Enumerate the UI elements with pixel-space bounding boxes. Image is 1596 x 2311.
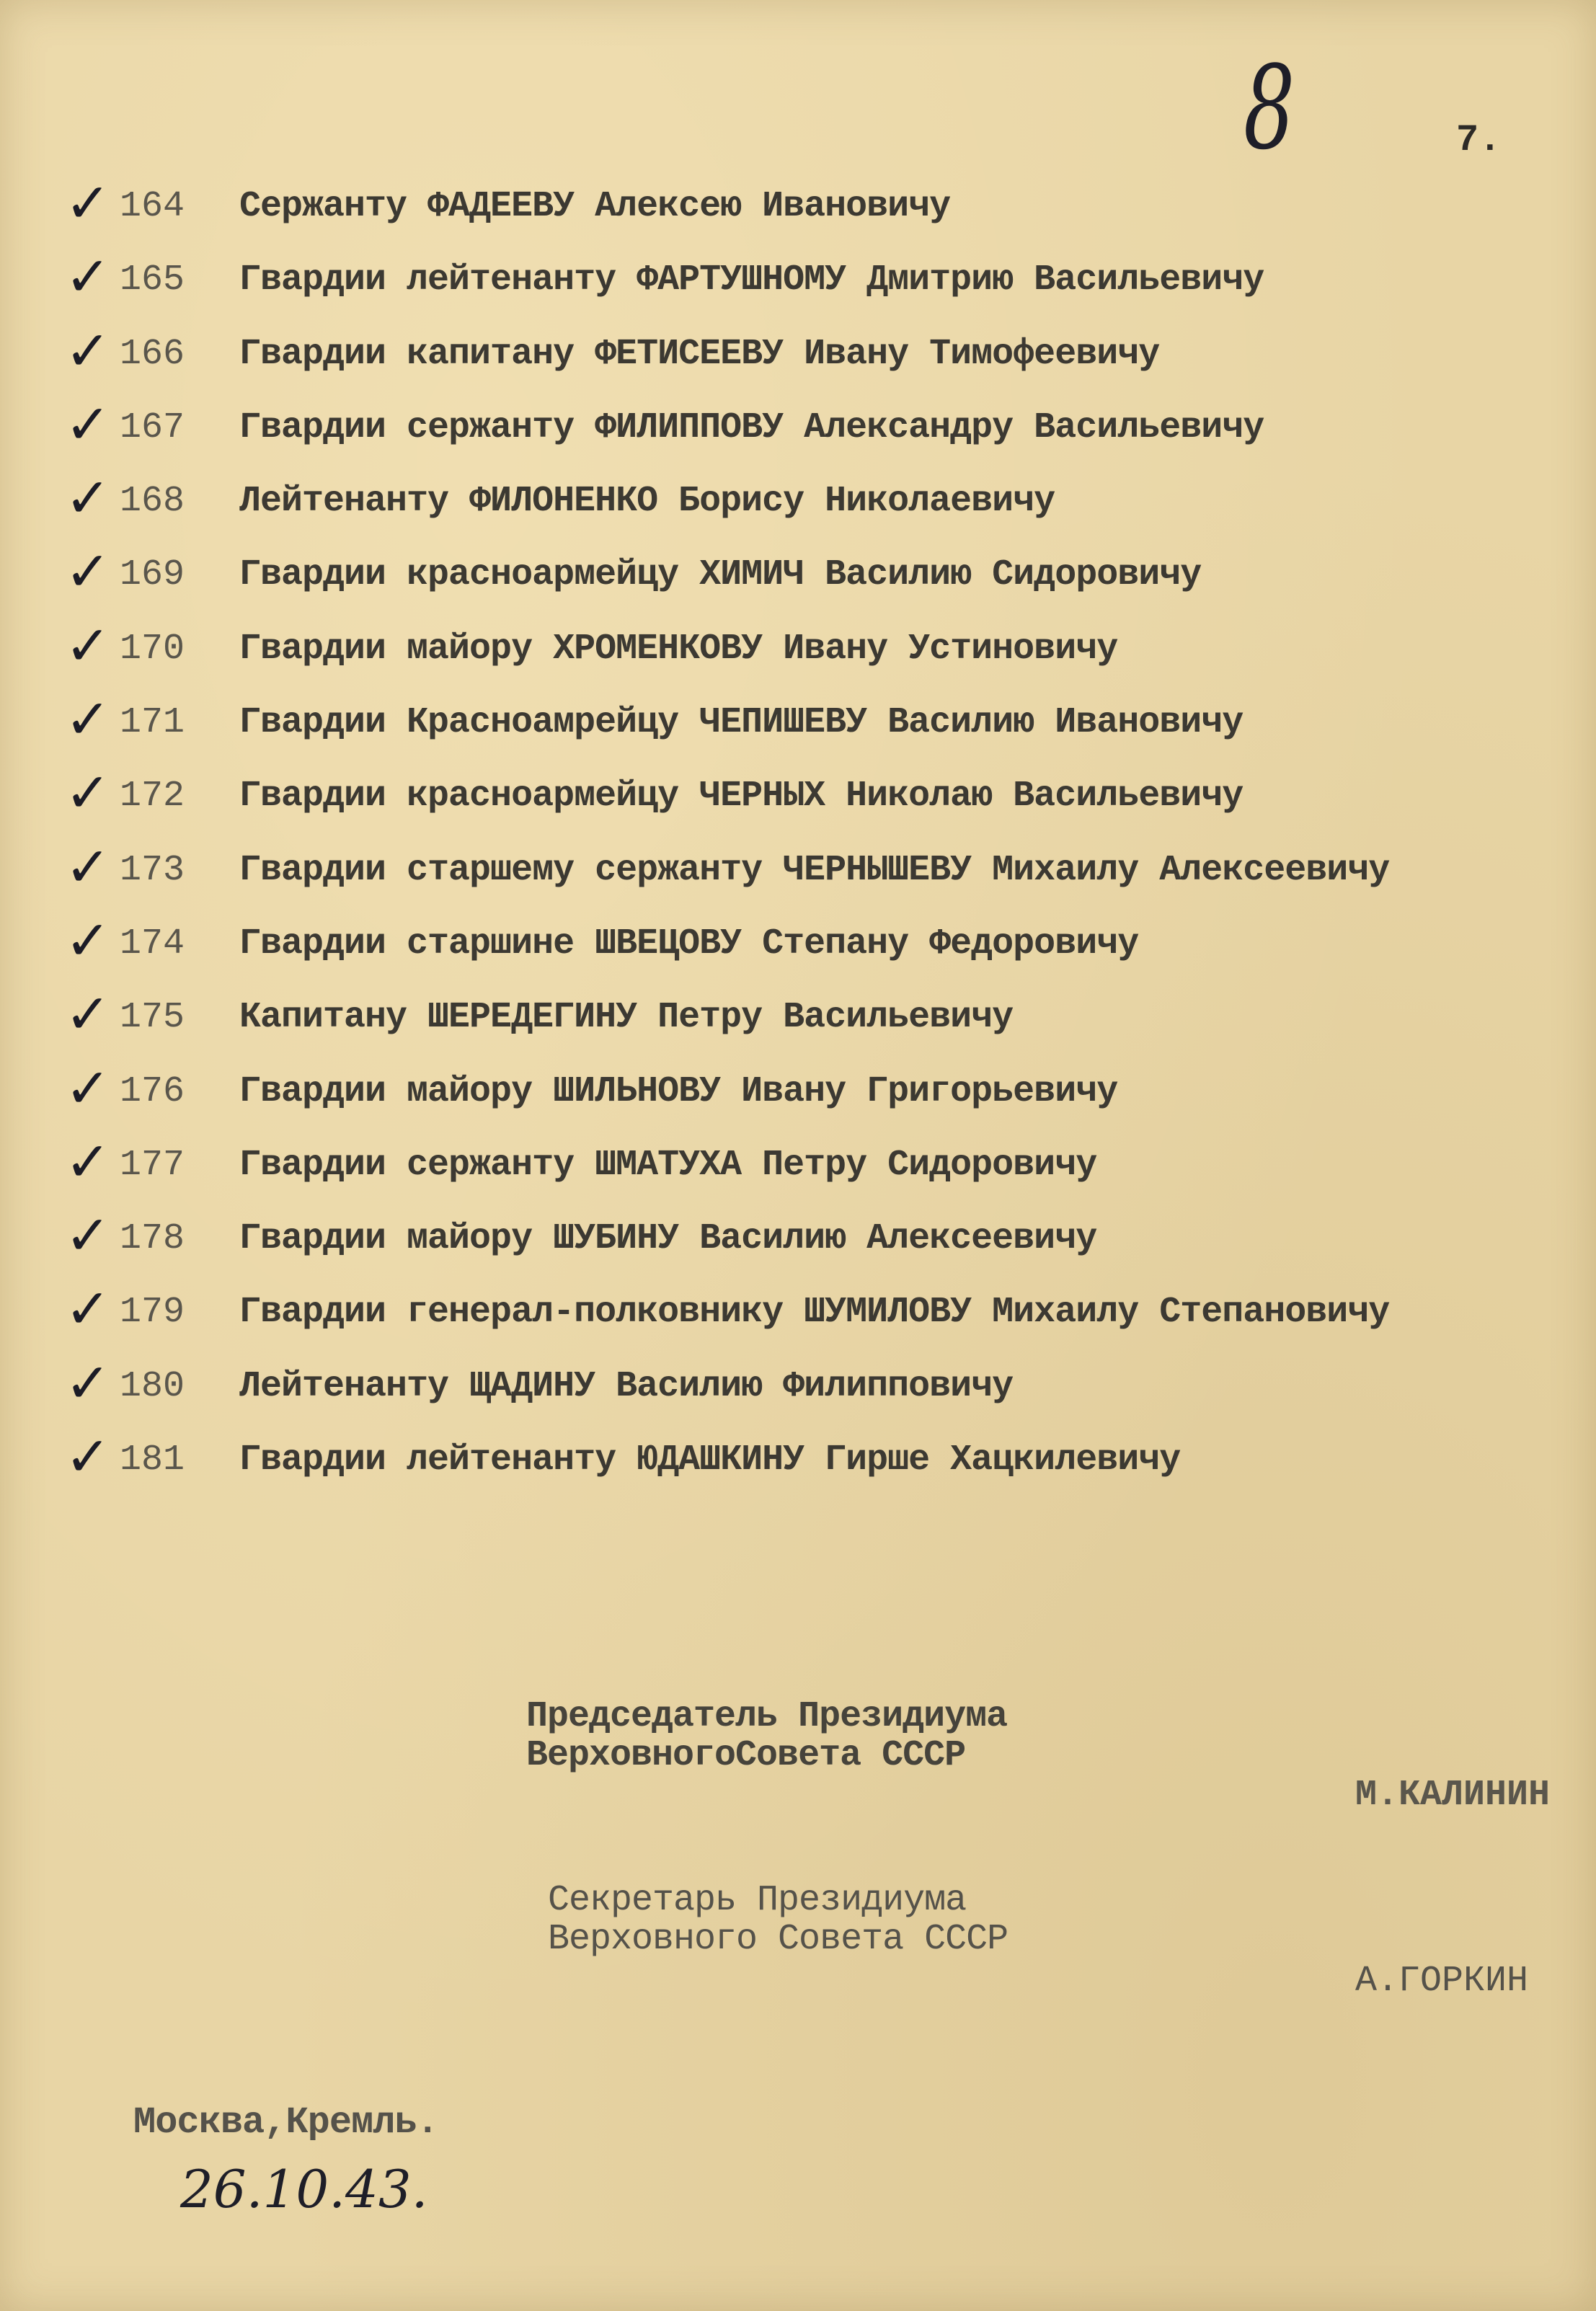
checkmark-icon: ✓ xyxy=(65,1055,111,1120)
entry-text: Гвардии сержанту ФИЛИППОВУ Александру Васильевичу xyxy=(239,407,1264,448)
entry-number: 174 xyxy=(120,923,185,964)
checkmark-icon: ✓ xyxy=(65,171,111,235)
list-item xyxy=(50,319,1586,393)
entry-text: Капитану ШЕРЕДЕГИНУ Петру Васильевичу xyxy=(239,997,1014,1039)
entry-number: 169 xyxy=(120,554,185,596)
checkmark-icon: ✓ xyxy=(65,1277,111,1341)
entry-number: 175 xyxy=(120,997,185,1039)
checkmark-icon: ✓ xyxy=(65,613,111,678)
list-item xyxy=(50,909,1586,982)
chairman-title xyxy=(526,1698,1007,1775)
entry-text: Лейтенанту ФИЛОНЕНКО Борису Николаевичу xyxy=(239,481,1055,523)
entry-text: Лейтенанту ЩАДИНУ Василию Филипповичу xyxy=(239,1365,1014,1407)
secretary-name: А.ГОРКИН xyxy=(1355,1961,1529,2002)
secretary-title-line1: Секретарь Президиума xyxy=(548,1880,967,1921)
place-of-issue: Москва,Кремль. xyxy=(133,2101,438,2144)
list-item xyxy=(50,1425,1586,1499)
entry-text: Гвардии майору ШУБИНУ Василию Алексеевичу xyxy=(239,1218,1097,1260)
secretary-title-line2: Верховного Совета СССР xyxy=(548,1919,1008,1960)
list-item xyxy=(50,1277,1586,1351)
checkmark-icon: ✓ xyxy=(65,1203,111,1268)
checkmark-icon: ✓ xyxy=(65,318,111,383)
entry-text: Гвардии майору ХРОМЕНКОВУ Ивану Устиновичу xyxy=(239,628,1118,670)
list-item xyxy=(50,835,1586,909)
entry-text: Гвардии сержанту ШМАТУХА Петру Сидоровичу xyxy=(239,1144,1097,1186)
entry-text: Гвардии красноармейцу ЧЕРНЫХ Николаю Васильевичу xyxy=(239,776,1243,817)
list-item xyxy=(50,1352,1586,1425)
award-list xyxy=(50,172,1586,1499)
list-item xyxy=(50,172,1586,245)
checkmark-icon: ✓ xyxy=(65,982,111,1047)
entry-number: 181 xyxy=(120,1440,185,1481)
entry-number: 176 xyxy=(120,1070,185,1112)
checkmark-icon: ✓ xyxy=(65,908,111,972)
list-item xyxy=(50,1057,1586,1130)
entry-text: Гвардии Красноамрейцу ЧЕПИШЕВУ Василию Ивановичу xyxy=(239,702,1243,744)
entry-number: 166 xyxy=(120,333,185,375)
entry-number: 168 xyxy=(120,481,185,523)
checkmark-icon: ✓ xyxy=(65,834,111,899)
entry-number: 167 xyxy=(120,407,185,448)
checkmark-icon: ✓ xyxy=(65,1424,111,1489)
entry-text: Гвардии лейтенанту ЮДАШКИНУ Гирше Хацкилевичу xyxy=(239,1440,1181,1481)
entry-text: Гвардии капитану ФЕТИСЕЕВУ Ивану Тимофеевичу xyxy=(239,333,1160,375)
chairman-title-line1: Председатель Президиума xyxy=(526,1696,1008,1737)
list-item xyxy=(50,466,1586,540)
entry-number: 177 xyxy=(120,1144,185,1186)
entry-number: 180 xyxy=(120,1365,185,1407)
list-item xyxy=(50,761,1586,835)
checkmark-icon: ✓ xyxy=(65,391,111,456)
entry-text: Гвардии старшине ШВЕЦОВУ Степану Федоровичу xyxy=(239,923,1139,964)
checkmark-icon: ✓ xyxy=(65,1350,111,1415)
entry-number: 165 xyxy=(120,260,185,301)
entry-number: 179 xyxy=(120,1292,185,1334)
handwritten-sheet-number: 8 xyxy=(1243,40,1295,175)
entry-text: Гвардии майору ШИЛЬНОВУ Ивану Григорьевичу xyxy=(239,1070,1118,1112)
entry-number: 178 xyxy=(120,1218,185,1260)
entry-number: 172 xyxy=(120,776,185,817)
entry-text: Гвардии генерал-полковнику ШУМИЛОВУ Михаилу Степановичу xyxy=(239,1292,1390,1334)
list-item xyxy=(50,1204,1586,1277)
checkmark-icon: ✓ xyxy=(65,687,111,752)
checkmark-icon: ✓ xyxy=(65,244,111,309)
list-item xyxy=(50,614,1586,688)
checkmark-icon: ✓ xyxy=(65,539,111,604)
checkmark-icon: ✓ xyxy=(65,1129,111,1194)
entry-number: 164 xyxy=(120,186,185,227)
secretary-title xyxy=(548,1881,1008,1959)
chairman-name: М.КАЛИНИН xyxy=(1355,1775,1551,1816)
list-item xyxy=(50,982,1586,1056)
list-item xyxy=(50,1130,1586,1204)
checkmark-icon: ✓ xyxy=(65,760,111,825)
entry-text: Гвардии лейтенанту ФАРТУШНОМУ Дмитрию Васильевичу xyxy=(239,260,1264,301)
entry-text: Гвардии красноармейцу ХИМИЧ Василию Сидоровичу xyxy=(239,554,1202,596)
handwritten-date: 26.10.43. xyxy=(180,2159,428,2219)
entry-text: Сержанту ФАДЕЕВУ Алексею Ивановичу xyxy=(239,186,951,227)
list-item xyxy=(50,393,1586,466)
page-number: 7. xyxy=(1456,119,1502,161)
list-item xyxy=(50,540,1586,613)
entry-number: 173 xyxy=(120,849,185,891)
entry-number: 171 xyxy=(120,702,185,744)
list-item xyxy=(50,688,1586,761)
entry-text: Гвардии старшему сержанту ЧЕРНЫШЕВУ Михаилу Алексеевичу xyxy=(239,849,1390,891)
entry-number: 170 xyxy=(120,628,185,670)
list-item xyxy=(50,245,1586,319)
chairman-title-line2: ВерховногоСовета СССР xyxy=(526,1735,966,1776)
checkmark-icon: ✓ xyxy=(65,466,111,531)
